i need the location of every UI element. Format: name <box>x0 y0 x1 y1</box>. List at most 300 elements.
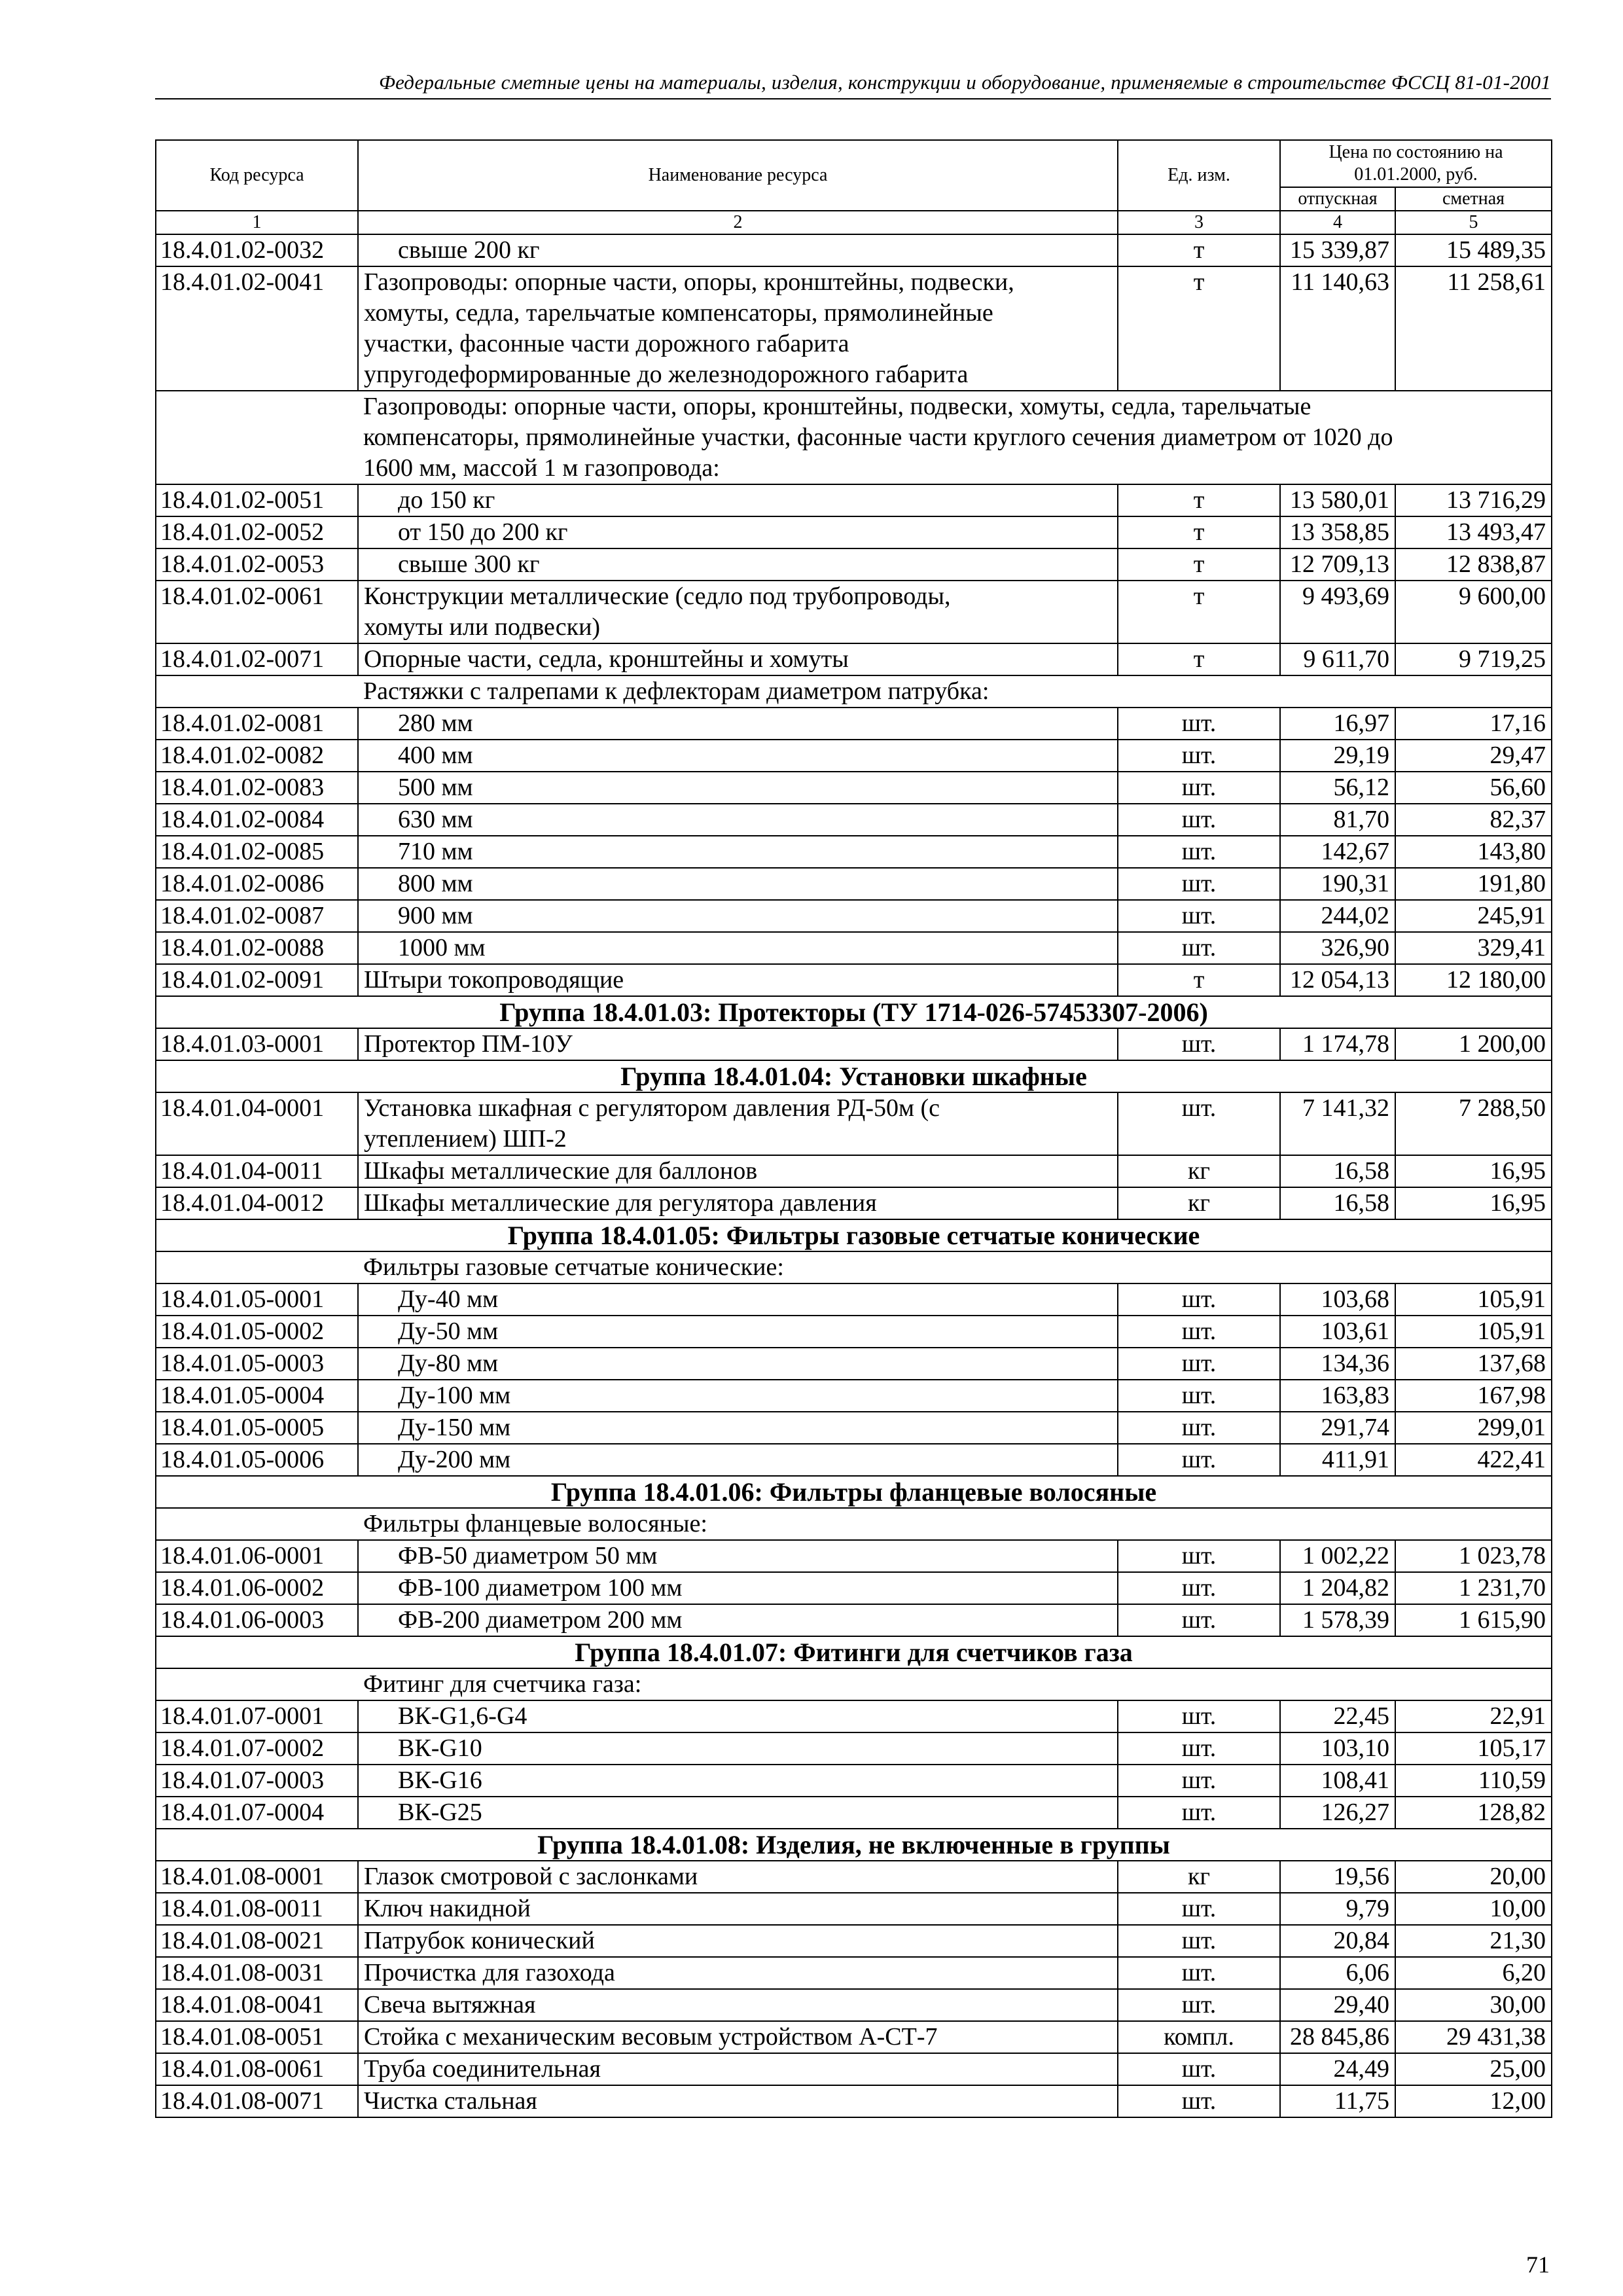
release-price: 1 174,78 <box>1280 1028 1395 1060</box>
table-row <box>156 836 1552 868</box>
release-price: 103,61 <box>1280 1316 1395 1348</box>
name-line: ВК-G10 <box>398 1734 482 1762</box>
resource-code: 18.4.01.02-0085 <box>156 836 358 868</box>
estimate-price: 10,00 <box>1395 1893 1552 1925</box>
estimate-price: 7 288,50 <box>1395 1092 1552 1155</box>
name-line: ВК-G1,6-G4 <box>398 1702 527 1730</box>
release-price: 24,49 <box>1280 2053 1395 2085</box>
resource-name <box>358 1092 1118 1155</box>
table-row <box>156 266 1552 391</box>
resource-name-text <box>364 836 1112 867</box>
release-price: 103,68 <box>1280 1283 1395 1316</box>
page-number: 71 <box>1526 2251 1550 2278</box>
table-row <box>156 1572 1552 1604</box>
group-title: Группа 18.4.01.07: Фитинги для счетчиков газа <box>156 1636 1552 1668</box>
group-header-row <box>156 1636 1552 1668</box>
estimate-price: 56,60 <box>1395 772 1552 804</box>
unit: компл. <box>1118 2021 1280 2053</box>
unit: т <box>1118 484 1280 516</box>
note-spacer <box>156 675 358 708</box>
header-unit: Ед. изм. <box>1118 140 1280 211</box>
unit: шт. <box>1118 772 1280 804</box>
release-price: 20,84 <box>1280 1925 1395 1957</box>
unit: шт. <box>1118 1092 1280 1155</box>
table-row <box>156 1797 1552 1829</box>
resource-code: 18.4.01.05-0006 <box>156 1444 358 1476</box>
estimate-price: 143,80 <box>1395 836 1552 868</box>
resource-code: 18.4.01.05-0005 <box>156 1412 358 1444</box>
table-row <box>156 932 1552 964</box>
estimate-price: 82,37 <box>1395 804 1552 836</box>
note-text <box>358 675 1552 708</box>
release-price: 11 140,63 <box>1280 266 1395 391</box>
table-row <box>156 1155 1552 1187</box>
resource-name-text <box>364 933 1112 963</box>
resource-name-text <box>364 2087 537 2115</box>
resource-name <box>358 1572 1118 1604</box>
resource-name-text <box>364 869 1112 899</box>
note-spacer <box>156 1508 358 1540</box>
resource-name-text <box>364 1991 535 2018</box>
table-body <box>156 234 1552 2117</box>
resource-name-text <box>364 1605 1112 1636</box>
resource-name-text <box>364 1927 595 1954</box>
unit: шт. <box>1118 1700 1280 1732</box>
table-row <box>156 964 1552 996</box>
resource-name <box>358 964 1118 996</box>
unit: шт. <box>1118 1283 1280 1316</box>
resource-name <box>358 1765 1118 1797</box>
table-row <box>156 1893 1552 1925</box>
resource-code: 18.4.01.05-0003 <box>156 1348 358 1380</box>
resource-name <box>358 1316 1118 1348</box>
name-line: участки, фасонные части дорожного габарита <box>364 330 849 357</box>
estimate-price: 22,91 <box>1395 1700 1552 1732</box>
resource-code: 18.4.01.04-0011 <box>156 1155 358 1187</box>
resource-name-text <box>364 268 1014 388</box>
name-line: Ду-100 мм <box>398 1382 511 1409</box>
resource-name-text <box>364 1284 1112 1315</box>
resource-name-text <box>364 583 951 641</box>
resource-name-text <box>364 517 1112 548</box>
release-price: 15 339,87 <box>1280 234 1395 266</box>
table-row <box>156 708 1552 740</box>
name-line: ФВ-200 диаметром 200 мм <box>398 1606 683 1634</box>
resource-code: 18.4.01.08-0061 <box>156 2053 358 2085</box>
unit: шт. <box>1118 2053 1280 2085</box>
table-row <box>156 1412 1552 1444</box>
table-row <box>156 1092 1552 1155</box>
resource-name <box>358 868 1118 900</box>
release-price: 11,75 <box>1280 2085 1395 2117</box>
note-line: 1600 мм, массой 1 м газопровода: <box>363 454 720 482</box>
estimate-price: 245,91 <box>1395 900 1552 932</box>
estimate-price: 30,00 <box>1395 1989 1552 2021</box>
table-row <box>156 1187 1552 1219</box>
resource-code: 18.4.01.02-0032 <box>156 234 358 266</box>
resource-name <box>358 516 1118 548</box>
estimate-price: 105,91 <box>1395 1283 1552 1316</box>
estimate-price: 137,68 <box>1395 1348 1552 1380</box>
resource-name <box>358 2085 1118 2117</box>
unit: шт. <box>1118 836 1280 868</box>
estimate-price: 12 180,00 <box>1395 964 1552 996</box>
unit: шт. <box>1118 1957 1280 1989</box>
table-row <box>156 1765 1552 1797</box>
resource-name-text <box>364 804 1112 835</box>
resource-name <box>358 772 1118 804</box>
estimate-price: 1 200,00 <box>1395 1028 1552 1060</box>
table-row <box>156 1989 1552 2021</box>
resource-code: 18.4.01.02-0071 <box>156 643 358 675</box>
group-header-row <box>156 1476 1552 1508</box>
resource-code: 18.4.01.08-0021 <box>156 1925 358 1957</box>
estimate-price: 1 023,78 <box>1395 1540 1552 1572</box>
estimate-price: 6,20 <box>1395 1957 1552 1989</box>
resource-code: 18.4.01.02-0051 <box>156 484 358 516</box>
table-row <box>156 581 1552 643</box>
header-name: Наименование ресурса <box>358 140 1118 211</box>
col-number: 4 <box>1280 211 1395 234</box>
name-line: Штыри токопроводящие <box>364 966 624 994</box>
name-line: 280 мм <box>398 709 473 737</box>
estimate-price: 13 716,29 <box>1395 484 1552 516</box>
estimate-price: 422,41 <box>1395 1444 1552 1476</box>
resource-name <box>358 1028 1118 1060</box>
unit: шт. <box>1118 1348 1280 1380</box>
estimate-price: 17,16 <box>1395 708 1552 740</box>
release-price: 56,12 <box>1280 772 1395 804</box>
note-spacer <box>156 1668 358 1700</box>
resource-name-text <box>364 1959 615 1986</box>
name-line: Конструкции металлические (седло под трубопроводы, <box>364 583 951 610</box>
resource-name <box>358 234 1118 266</box>
resource-name <box>358 1797 1118 1829</box>
group-header-row <box>156 1060 1552 1092</box>
resource-code: 18.4.01.07-0003 <box>156 1765 358 1797</box>
release-price: 190,31 <box>1280 868 1395 900</box>
release-price: 1 204,82 <box>1280 1572 1395 1604</box>
resource-code: 18.4.01.06-0003 <box>156 1604 358 1636</box>
release-price: 163,83 <box>1280 1380 1395 1412</box>
estimate-price: 299,01 <box>1395 1412 1552 1444</box>
resource-name-text <box>364 1797 1112 1828</box>
header-price: Цена по состоянию на 01.01.2000, руб. <box>1280 140 1552 187</box>
resource-name <box>358 1540 1118 1572</box>
table-row <box>156 1380 1552 1412</box>
note-spacer <box>156 391 358 484</box>
resource-code: 18.4.01.05-0002 <box>156 1316 358 1348</box>
name-line: Патрубок конический <box>364 1927 595 1954</box>
unit: шт. <box>1118 1572 1280 1604</box>
note-row <box>156 1251 1552 1283</box>
resource-name <box>358 1700 1118 1732</box>
unit: т <box>1118 643 1280 675</box>
name-line: Шкафы металлические для баллонов <box>364 1157 758 1185</box>
resource-name-text <box>364 1380 1112 1411</box>
resource-name-text <box>364 1765 1112 1796</box>
table-row <box>156 2053 1552 2085</box>
unit: шт. <box>1118 1604 1280 1636</box>
resource-name-text <box>364 549 1112 580</box>
unit: шт. <box>1118 804 1280 836</box>
table-row <box>156 1540 1552 1572</box>
resource-name <box>358 900 1118 932</box>
resource-code: 18.4.01.02-0087 <box>156 900 358 932</box>
header-code: Код ресурса <box>156 140 358 211</box>
unit: шт. <box>1118 1028 1280 1060</box>
release-price: 1 578,39 <box>1280 1604 1395 1636</box>
name-line: Газопроводы: опорные части, опоры, кронштейны, подвески, <box>364 268 1014 296</box>
release-price: 411,91 <box>1280 1444 1395 1476</box>
resource-name-text <box>364 1348 1112 1379</box>
estimate-price: 16,95 <box>1395 1155 1552 1187</box>
release-price: 13 358,85 <box>1280 516 1395 548</box>
resource-name <box>358 1348 1118 1380</box>
table-row <box>156 1604 1552 1636</box>
unit: шт. <box>1118 1765 1280 1797</box>
release-price: 9,79 <box>1280 1893 1395 1925</box>
estimate-price: 110,59 <box>1395 1765 1552 1797</box>
release-price: 13 580,01 <box>1280 484 1395 516</box>
release-price: 16,58 <box>1280 1155 1395 1187</box>
name-line: хомуты или подвески) <box>364 613 601 641</box>
unit: шт. <box>1118 1797 1280 1829</box>
release-price: 12 709,13 <box>1280 548 1395 581</box>
resource-name <box>358 484 1118 516</box>
unit: шт. <box>1118 1989 1280 2021</box>
resource-name <box>358 1732 1118 1765</box>
name-line: Чистка стальная <box>364 2087 537 2115</box>
estimate-price: 9 600,00 <box>1395 581 1552 643</box>
header-estimate-price: сметная <box>1395 187 1552 211</box>
unit: т <box>1118 234 1280 266</box>
table-row <box>156 516 1552 548</box>
unit: шт. <box>1118 740 1280 772</box>
resource-code: 18.4.01.07-0002 <box>156 1732 358 1765</box>
name-line: Глазок смотровой с заслонками <box>364 1863 698 1890</box>
name-line: Опорные части, седла, кронштейны и хомуты <box>364 645 849 673</box>
unit: шт. <box>1118 1444 1280 1476</box>
resource-code: 18.4.01.08-0031 <box>156 1957 358 1989</box>
resource-code: 18.4.01.02-0088 <box>156 932 358 964</box>
resource-name <box>358 708 1118 740</box>
resource-name-text <box>364 645 849 673</box>
name-line: ВК-G25 <box>398 1799 482 1826</box>
table-row <box>156 2085 1552 2117</box>
name-line: Свеча вытяжная <box>364 1991 536 2018</box>
estimate-price: 191,80 <box>1395 868 1552 900</box>
release-price: 9 611,70 <box>1280 643 1395 675</box>
estimate-price: 20,00 <box>1395 1861 1552 1893</box>
resource-name <box>358 1283 1118 1316</box>
resource-name <box>358 932 1118 964</box>
release-price: 16,58 <box>1280 1187 1395 1219</box>
table-row <box>156 804 1552 836</box>
resource-name <box>358 804 1118 836</box>
note-row <box>156 391 1552 484</box>
resource-code: 18.4.01.02-0061 <box>156 581 358 643</box>
resource-code: 18.4.01.06-0001 <box>156 1540 358 1572</box>
name-line: до 150 кг <box>398 486 495 514</box>
resource-name <box>358 1989 1118 2021</box>
estimate-price: 13 493,47 <box>1395 516 1552 548</box>
table-row <box>156 740 1552 772</box>
resource-code: 18.4.01.07-0001 <box>156 1700 358 1732</box>
name-line: Стойка с механическим весовым устройством А-СТ-7 <box>364 2023 938 2051</box>
unit: шт. <box>1118 708 1280 740</box>
release-price: 291,74 <box>1280 1412 1395 1444</box>
resource-name-text <box>364 772 1112 803</box>
resource-code: 18.4.01.02-0081 <box>156 708 358 740</box>
unit: т <box>1118 516 1280 548</box>
group-title: Группа 18.4.01.03: Протекторы (ТУ 1714-026-57453307-2006) <box>156 996 1552 1028</box>
table-row <box>156 484 1552 516</box>
resource-code: 18.4.01.02-0083 <box>156 772 358 804</box>
estimate-price: 1 615,90 <box>1395 1604 1552 1636</box>
name-line: Ду-150 мм <box>398 1414 511 1441</box>
release-price: 1 002,22 <box>1280 1540 1395 1572</box>
name-line: 500 мм <box>398 774 473 801</box>
unit: кг <box>1118 1187 1280 1219</box>
estimate-price: 11 258,61 <box>1395 266 1552 391</box>
resource-name <box>358 1444 1118 1476</box>
note-spacer <box>156 1251 358 1283</box>
resource-code: 18.4.01.08-0011 <box>156 1893 358 1925</box>
release-price: 22,45 <box>1280 1700 1395 1732</box>
unit: шт. <box>1118 1925 1280 1957</box>
name-line: от 150 до 200 кг <box>398 518 568 546</box>
resource-code: 18.4.01.06-0002 <box>156 1572 358 1604</box>
unit: шт. <box>1118 1732 1280 1765</box>
note-text <box>358 1508 1552 1540</box>
name-line: ФВ-50 диаметром 50 мм <box>398 1542 658 1570</box>
estimate-price: 12 838,87 <box>1395 548 1552 581</box>
unit: шт. <box>1118 1412 1280 1444</box>
resource-name-text <box>364 1701 1112 1732</box>
resource-name <box>358 2021 1118 2053</box>
release-price: 19,56 <box>1280 1861 1395 1893</box>
estimate-price: 21,30 <box>1395 1925 1552 1957</box>
table-row <box>156 2021 1552 2053</box>
resource-name-text <box>364 2055 601 2083</box>
resource-name <box>358 643 1118 675</box>
estimate-price: 9 719,25 <box>1395 643 1552 675</box>
resource-name <box>358 2053 1118 2085</box>
resource-name-text <box>364 1316 1112 1347</box>
resource-name-text <box>364 2023 937 2051</box>
name-line: свыше 200 кг <box>398 236 540 264</box>
table-row <box>156 548 1552 581</box>
estimate-price: 29,47 <box>1395 740 1552 772</box>
resource-name-text <box>364 1444 1112 1475</box>
group-title: Группа 18.4.01.04: Установки шкафные <box>156 1060 1552 1092</box>
name-line: утеплением) ШП-2 <box>364 1125 567 1153</box>
group-header-row <box>156 1219 1552 1251</box>
name-line: Ду-200 мм <box>398 1446 511 1473</box>
unit: шт. <box>1118 1893 1280 1925</box>
resource-name-text <box>364 1412 1112 1443</box>
unit: шт. <box>1118 932 1280 964</box>
release-price: 326,90 <box>1280 932 1395 964</box>
group-header-row <box>156 996 1552 1028</box>
release-price: 108,41 <box>1280 1765 1395 1797</box>
estimate-price: 329,41 <box>1395 932 1552 964</box>
resource-name-text <box>364 1733 1112 1764</box>
table-row <box>156 1444 1552 1476</box>
estimate-price: 1 231,70 <box>1395 1572 1552 1604</box>
note-text <box>358 1668 1552 1700</box>
estimate-price: 16,95 <box>1395 1187 1552 1219</box>
name-line: Установка шкафная с регулятором давления РД-50м (с <box>364 1094 940 1122</box>
table-row <box>156 1700 1552 1732</box>
table-row <box>156 900 1552 932</box>
unit: т <box>1118 266 1280 391</box>
resource-name <box>358 1893 1118 1925</box>
estimate-price: 167,98 <box>1395 1380 1552 1412</box>
group-title: Группа 18.4.01.05: Фильтры газовые сетчатые конические <box>156 1219 1552 1251</box>
resource-code: 18.4.01.08-0071 <box>156 2085 358 2117</box>
name-line: 1000 мм <box>398 934 486 961</box>
name-line: Шкафы металлические для регулятора давления <box>364 1189 877 1217</box>
resource-name-text <box>364 1157 757 1185</box>
note-line: Фильтры газовые сетчатые конические: <box>363 1253 784 1281</box>
resource-name <box>358 1155 1118 1187</box>
name-line: ВК-G16 <box>398 1767 482 1794</box>
table-row <box>156 1861 1552 1893</box>
table-row <box>156 1732 1552 1765</box>
resource-name-text <box>364 901 1112 931</box>
name-line: Протектор ПМ-10У <box>364 1030 573 1058</box>
col-number: 2 <box>358 211 1118 234</box>
note-row <box>156 1668 1552 1700</box>
unit: кг <box>1118 1155 1280 1187</box>
unit: т <box>1118 964 1280 996</box>
resource-name <box>358 740 1118 772</box>
note-text <box>358 1251 1552 1283</box>
note-row <box>156 1508 1552 1540</box>
resource-code: 18.4.01.05-0001 <box>156 1283 358 1316</box>
resource-code: 18.4.01.08-0051 <box>156 2021 358 2053</box>
name-line: 800 мм <box>398 870 473 897</box>
resource-name <box>358 266 1118 391</box>
release-price: 9 493,69 <box>1280 581 1395 643</box>
resource-name <box>358 1861 1118 1893</box>
resource-code: 18.4.01.02-0084 <box>156 804 358 836</box>
resource-code: 18.4.01.02-0091 <box>156 964 358 996</box>
resource-name-text <box>364 1895 531 1922</box>
estimate-price: 25,00 <box>1395 2053 1552 2085</box>
table-row <box>156 1028 1552 1060</box>
name-line: Ду-80 мм <box>398 1350 499 1377</box>
col-number: 5 <box>1395 211 1552 234</box>
table-row <box>156 1957 1552 1989</box>
resource-name <box>358 548 1118 581</box>
note-line: Фитинг для счетчика газа: <box>363 1670 642 1698</box>
resource-code: 18.4.01.04-0012 <box>156 1187 358 1219</box>
estimate-price: 128,82 <box>1395 1797 1552 1829</box>
group-header-row <box>156 1829 1552 1861</box>
resource-name <box>358 1187 1118 1219</box>
resource-name-text <box>364 1541 1112 1571</box>
release-price: 126,27 <box>1280 1797 1395 1829</box>
table-row <box>156 1283 1552 1316</box>
table-row <box>156 234 1552 266</box>
name-line: Ду-50 мм <box>398 1318 499 1345</box>
estimate-price: 105,91 <box>1395 1316 1552 1348</box>
table-row <box>156 1348 1552 1380</box>
col-number: 3 <box>1118 211 1280 234</box>
